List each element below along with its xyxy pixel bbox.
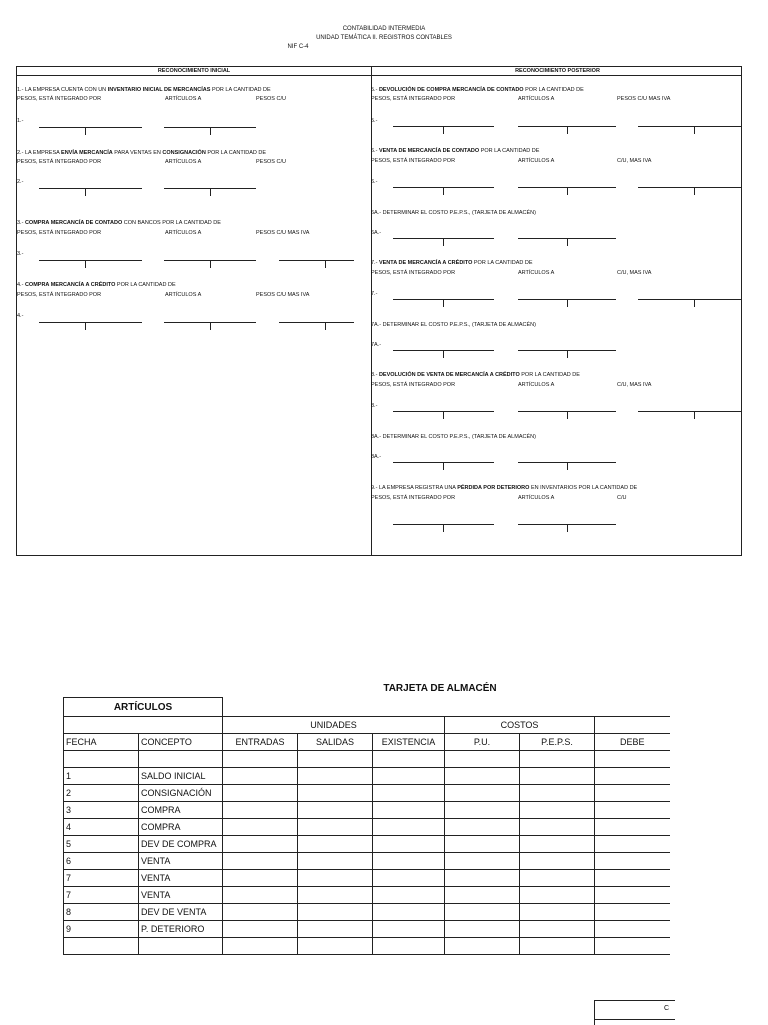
- costs-header: COSTOS: [445, 717, 595, 734]
- table-row: 7 VENTA: [64, 870, 670, 887]
- answer-label: 7.-: [371, 291, 378, 297]
- col-fecha: FECHA: [64, 734, 139, 751]
- col-debe: DEBE: [595, 734, 670, 751]
- col-peps: P.E.P.S.: [520, 734, 595, 751]
- answer-label: 7A.-: [371, 342, 382, 348]
- table-row: 3 COMPRA: [64, 802, 670, 819]
- doc-title: CONTABILIDAD INTERMEDIA: [342, 26, 426, 32]
- left-column-title: RECONOCIMIENTO INICIAL: [157, 68, 231, 74]
- col-pu: P.U.: [445, 734, 520, 751]
- table-row: 5 DEV DE COMPRA: [64, 836, 670, 853]
- table-row: 4 COMPRA: [64, 819, 670, 836]
- table-row: 8 DEV DE VENTA: [64, 904, 670, 921]
- warehouse-card-title: TARJETA DE ALMACÉN: [383, 683, 497, 694]
- warehouse-card-table: [63, 697, 670, 955]
- right-column-title: RECONOCIMIENTO POSTERIOR: [515, 68, 600, 74]
- articles-header: ARTÍCULOS: [64, 698, 223, 717]
- col-entradas: ENTRADAS: [223, 734, 298, 751]
- doc-nif: NIF C-4: [287, 44, 309, 50]
- col-salidas: SALIDAS: [298, 734, 373, 751]
- column-headers: [64, 734, 670, 751]
- table-row: 1 SALDO INICIAL: [64, 768, 670, 785]
- table-row: [64, 751, 670, 768]
- answer-label: 4.-: [17, 313, 24, 319]
- summary-box: C: [594, 1000, 675, 1025]
- table-row: [64, 938, 670, 955]
- answer-label: 6A.-: [371, 230, 382, 236]
- table-row: 7 VENTA: [64, 887, 670, 904]
- answer-label: 2.-: [17, 179, 24, 185]
- units-header: UNIDADES: [223, 717, 445, 734]
- answer-label: 8.-: [371, 403, 378, 409]
- table-row: 9 P. DETERIORO: [64, 921, 670, 938]
- answer-label: 8A.-: [371, 454, 382, 460]
- table-row: 2 CONSIGNACIÓN: [64, 785, 670, 802]
- col-existencia: EXISTENCIA: [373, 734, 445, 751]
- answer-label: 6.-: [371, 179, 378, 185]
- column-divider: [371, 67, 372, 555]
- table-row: 6 VENTA: [64, 853, 670, 870]
- exercise-panel: [16, 66, 742, 556]
- col-concepto: CONCEPTO: [139, 734, 223, 751]
- answer-label: 5.-: [371, 118, 378, 124]
- doc-subtitle: UNIDAD TEMÁTICA II. REGISTROS CONTABLES: [316, 35, 452, 41]
- header-rule: [17, 75, 741, 76]
- answer-label: 1.-: [17, 118, 24, 124]
- answer-label: 3.-: [17, 251, 24, 257]
